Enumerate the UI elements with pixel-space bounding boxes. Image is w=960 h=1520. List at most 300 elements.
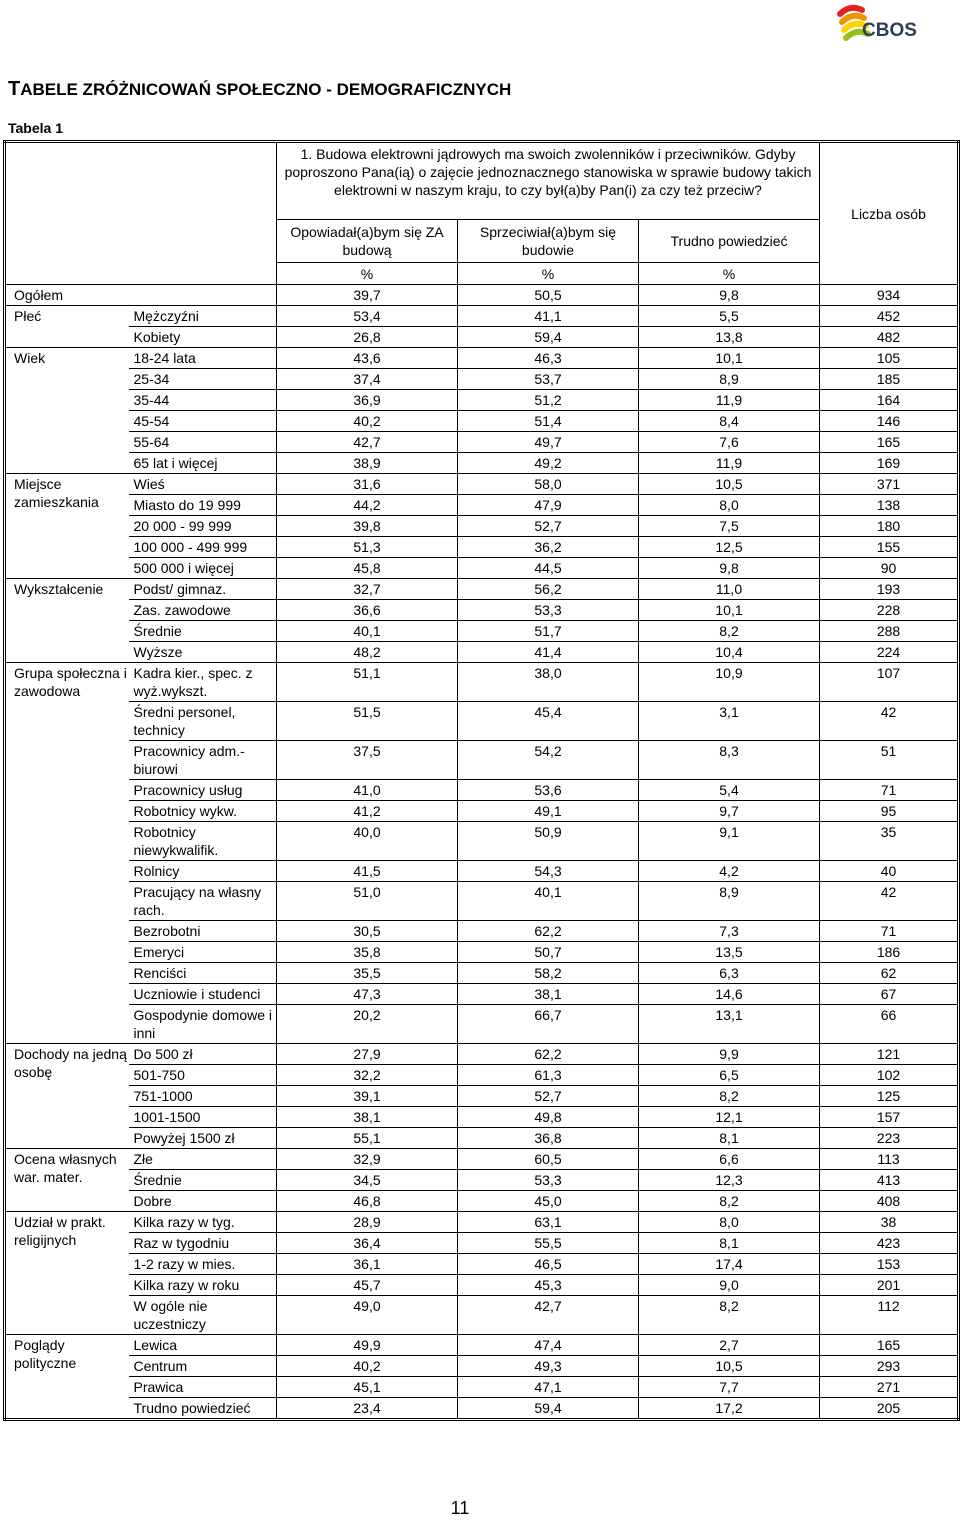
percent-cell: 51,3 (277, 537, 458, 558)
percent-cell: 8,3 (639, 741, 820, 780)
percent-cell: 39,1 (277, 1086, 458, 1107)
header-pct: % (639, 263, 820, 285)
subgroup-label: Złe (129, 1149, 277, 1170)
count-cell: 223 (820, 1128, 959, 1149)
count-cell: 67 (820, 984, 959, 1005)
percent-cell: 9,0 (639, 1275, 820, 1296)
percent-cell: 31,6 (277, 474, 458, 495)
count-cell: 452 (820, 306, 959, 327)
percent-cell: 49,8 (458, 1107, 639, 1128)
count-cell: 408 (820, 1191, 959, 1212)
group-label: Ogółem (5, 285, 129, 306)
percent-cell: 45,1 (277, 1377, 458, 1398)
count-cell: 107 (820, 663, 959, 702)
percent-cell: 40,0 (277, 822, 458, 861)
percent-cell: 10,5 (639, 474, 820, 495)
percent-cell: 38,1 (277, 1107, 458, 1128)
percent-cell: 55,5 (458, 1233, 639, 1254)
subgroup-label: Emeryci (129, 942, 277, 963)
count-cell: 185 (820, 369, 959, 390)
percent-cell: 36,4 (277, 1233, 458, 1254)
count-cell: 105 (820, 348, 959, 369)
percent-cell: 8,2 (639, 1086, 820, 1107)
percent-cell: 53,3 (458, 1170, 639, 1191)
header-col-dontknow: Trudno powiedzieć (639, 220, 820, 263)
percent-cell: 46,3 (458, 348, 639, 369)
table-row (5, 1377, 959, 1398)
subgroup-label: Dobre (129, 1191, 277, 1212)
table-row (5, 369, 959, 390)
subgroup-label: 35-44 (129, 390, 277, 411)
subgroup-label: Średni personel, technicy (129, 702, 277, 741)
percent-cell: 28,9 (277, 1212, 458, 1233)
percent-cell: 11,9 (639, 453, 820, 474)
percent-cell: 39,7 (277, 285, 458, 306)
subgroup-label: Wyższe (129, 642, 277, 663)
table-row (5, 348, 959, 369)
count-cell: 62 (820, 963, 959, 984)
percent-cell: 61,3 (458, 1065, 639, 1086)
cbos-logo (836, 4, 920, 44)
subgroup-label (129, 285, 277, 306)
percent-cell: 58,2 (458, 963, 639, 984)
percent-cell: 10,1 (639, 600, 820, 621)
percent-cell: 34,5 (277, 1170, 458, 1191)
percent-cell: 47,9 (458, 495, 639, 516)
table-row (5, 861, 959, 882)
table-row (5, 306, 959, 327)
subgroup-label: Zas. zawodowe (129, 600, 277, 621)
header-blank (5, 142, 277, 285)
percent-cell: 53,6 (458, 780, 639, 801)
percent-cell: 13,1 (639, 1005, 820, 1044)
subgroup-label: 500 000 i więcej (129, 558, 277, 579)
group-label: Ocena własnych war. mater. (5, 1149, 129, 1212)
count-cell: 413 (820, 1170, 959, 1191)
count-cell: 164 (820, 390, 959, 411)
header-pct: % (277, 263, 458, 285)
percent-cell: 10,4 (639, 642, 820, 663)
count-cell: 155 (820, 537, 959, 558)
table-row (5, 1107, 959, 1128)
subgroup-label: Pracownicy usług (129, 780, 277, 801)
percent-cell: 36,9 (277, 390, 458, 411)
table-row (5, 1065, 959, 1086)
percent-cell: 6,5 (639, 1065, 820, 1086)
page-number: 11 (450, 1498, 470, 1518)
percent-cell: 51,0 (277, 882, 458, 921)
percent-cell: 44,5 (458, 558, 639, 579)
percent-cell: 58,0 (458, 474, 639, 495)
percent-cell: 54,3 (458, 861, 639, 882)
subgroup-label: Renciści (129, 963, 277, 984)
count-cell: 38 (820, 1212, 959, 1233)
count-cell: 121 (820, 1044, 959, 1065)
table-row (5, 516, 959, 537)
count-cell: 165 (820, 1335, 959, 1356)
subgroup-label: Lewica (129, 1335, 277, 1356)
table-row (5, 1044, 959, 1065)
percent-cell: 41,4 (458, 642, 639, 663)
percent-cell: 56,2 (458, 579, 639, 600)
subgroup-label: Raz w tygodniu (129, 1233, 277, 1254)
subgroup-label: Mężczyźni (129, 306, 277, 327)
subgroup-label: 751-1000 (129, 1086, 277, 1107)
count-cell: 423 (820, 1233, 959, 1254)
subgroup-label: 25-34 (129, 369, 277, 390)
percent-cell: 53,3 (458, 600, 639, 621)
table-row (5, 1254, 959, 1275)
count-cell: 40 (820, 861, 959, 882)
percent-cell: 38,9 (277, 453, 458, 474)
count-cell: 71 (820, 780, 959, 801)
table-row (5, 579, 959, 600)
table-row (5, 558, 959, 579)
percent-cell: 47,4 (458, 1335, 639, 1356)
percent-cell: 39,8 (277, 516, 458, 537)
count-cell: 138 (820, 495, 959, 516)
percent-cell: 59,4 (458, 327, 639, 348)
group-label: Grupa społeczna i zawodowa (5, 663, 129, 1044)
percent-cell: 8,0 (639, 495, 820, 516)
percent-cell: 36,8 (458, 1128, 639, 1149)
percent-cell: 7,5 (639, 516, 820, 537)
percent-cell: 50,9 (458, 822, 639, 861)
subgroup-label: Kilka razy w roku (129, 1275, 277, 1296)
count-cell: 288 (820, 621, 959, 642)
percent-cell: 38,1 (458, 984, 639, 1005)
table-row (5, 1086, 959, 1107)
percent-cell: 44,2 (277, 495, 458, 516)
subgroup-label: Kobiety (129, 327, 277, 348)
percent-cell: 7,6 (639, 432, 820, 453)
count-cell: 169 (820, 453, 959, 474)
subgroup-label: Prawica (129, 1377, 277, 1398)
subgroup-label: Powyżej 1500 zł (129, 1128, 277, 1149)
subgroup-label: Średnie (129, 621, 277, 642)
table-row (5, 984, 959, 1005)
table-row (5, 780, 959, 801)
percent-cell: 10,1 (639, 348, 820, 369)
table-row (5, 1398, 959, 1420)
percent-cell: 40,1 (277, 621, 458, 642)
table-row (5, 1212, 959, 1233)
table-row (5, 1296, 959, 1335)
header-col-against: Sprzeciwiał(a)bym się budowie (458, 220, 639, 263)
percent-cell: 45,7 (277, 1275, 458, 1296)
table-row (5, 1275, 959, 1296)
percent-cell: 36,1 (277, 1254, 458, 1275)
group-label: Miejsce zamieszkania (5, 474, 129, 579)
percent-cell: 6,3 (639, 963, 820, 984)
count-cell: 224 (820, 642, 959, 663)
percent-cell: 37,5 (277, 741, 458, 780)
percent-cell: 6,6 (639, 1149, 820, 1170)
percent-cell: 3,1 (639, 702, 820, 741)
subgroup-label: Bezrobotni (129, 921, 277, 942)
table-row (5, 453, 959, 474)
subgroup-label: Rolnicy (129, 861, 277, 882)
percent-cell: 7,3 (639, 921, 820, 942)
table-label: Tabela 1 (8, 120, 63, 136)
count-cell: 153 (820, 1254, 959, 1275)
percent-cell: 9,8 (639, 285, 820, 306)
percent-cell: 46,5 (458, 1254, 639, 1275)
percent-cell: 10,9 (639, 663, 820, 702)
group-label: Poglądy polityczne (5, 1335, 129, 1420)
percent-cell: 45,3 (458, 1275, 639, 1296)
count-cell: 186 (820, 942, 959, 963)
percent-cell: 8,2 (639, 621, 820, 642)
header-col-for: Opowiadał(a)bym się ZA budową (277, 220, 458, 263)
percent-cell: 8,0 (639, 1212, 820, 1233)
table-row (5, 1128, 959, 1149)
percent-cell: 2,7 (639, 1335, 820, 1356)
table-row (5, 495, 959, 516)
percent-cell: 41,0 (277, 780, 458, 801)
percent-cell: 8,2 (639, 1296, 820, 1335)
percent-cell: 42,7 (458, 1296, 639, 1335)
logo-text: CBOS (862, 20, 917, 41)
table-row (5, 537, 959, 558)
group-label: Dochody na jedną osobę (5, 1044, 129, 1149)
percent-cell: 47,1 (458, 1377, 639, 1398)
count-cell: 371 (820, 474, 959, 495)
percent-cell: 50,7 (458, 942, 639, 963)
percent-cell: 49,9 (277, 1335, 458, 1356)
percent-cell: 53,7 (458, 369, 639, 390)
subgroup-label: 501-750 (129, 1065, 277, 1086)
percent-cell: 7,7 (639, 1377, 820, 1398)
subgroup-label: Robotnicy wykw. (129, 801, 277, 822)
count-cell: 293 (820, 1356, 959, 1377)
percent-cell: 49,3 (458, 1356, 639, 1377)
percent-cell: 51,1 (277, 663, 458, 702)
percent-cell: 36,6 (277, 600, 458, 621)
percent-cell: 51,4 (458, 411, 639, 432)
data-table (3, 140, 960, 1421)
subgroup-label: Pracujący na własny rach. (129, 882, 277, 921)
group-label: Płeć (5, 306, 129, 348)
percent-cell: 13,8 (639, 327, 820, 348)
percent-cell: 66,7 (458, 1005, 639, 1044)
table-row (5, 1335, 959, 1356)
page-title: TABELE ZRÓŻNICOWAŃ SPOŁECZNO - DEMOGRAFICZNYCH (8, 78, 512, 100)
percent-cell: 38,0 (458, 663, 639, 702)
subgroup-label: Do 500 zł (129, 1044, 277, 1065)
percent-cell: 8,2 (639, 1191, 820, 1212)
table-row (5, 411, 959, 432)
percent-cell: 8,1 (639, 1233, 820, 1254)
table-row (5, 702, 959, 741)
percent-cell: 63,1 (458, 1212, 639, 1233)
percent-cell: 9,1 (639, 822, 820, 861)
table-row (5, 822, 959, 861)
percent-cell: 62,2 (458, 921, 639, 942)
count-cell: 66 (820, 1005, 959, 1044)
percent-cell: 32,2 (277, 1065, 458, 1086)
table-row (5, 921, 959, 942)
percent-cell: 51,2 (458, 390, 639, 411)
table-row (5, 1233, 959, 1254)
subgroup-label: Robotnicy niewykwalifik. (129, 822, 277, 861)
percent-cell: 4,2 (639, 861, 820, 882)
percent-cell: 45,0 (458, 1191, 639, 1212)
header-pct: % (458, 263, 639, 285)
percent-cell: 52,7 (458, 1086, 639, 1107)
subgroup-label: 45-54 (129, 411, 277, 432)
percent-cell: 13,5 (639, 942, 820, 963)
subgroup-label: 65 lat i więcej (129, 453, 277, 474)
count-cell: 271 (820, 1377, 959, 1398)
table-row (5, 663, 959, 702)
table-row (5, 600, 959, 621)
header-count: Liczba osób (820, 142, 959, 285)
subgroup-label: 20 000 - 99 999 (129, 516, 277, 537)
table-row (5, 474, 959, 495)
percent-cell: 10,5 (639, 1356, 820, 1377)
percent-cell: 49,2 (458, 453, 639, 474)
percent-cell: 60,5 (458, 1149, 639, 1170)
subgroup-label: W ogóle nie uczestniczy (129, 1296, 277, 1335)
percent-cell: 41,1 (458, 306, 639, 327)
subgroup-label: Centrum (129, 1356, 277, 1377)
percent-cell: 8,1 (639, 1128, 820, 1149)
percent-cell: 59,4 (458, 1398, 639, 1420)
percent-cell: 26,8 (277, 327, 458, 348)
percent-cell: 49,0 (277, 1296, 458, 1335)
group-label: Udział w prakt. religijnych (5, 1212, 129, 1335)
table-row (5, 963, 959, 984)
percent-cell: 41,5 (277, 861, 458, 882)
table-row (5, 1170, 959, 1191)
percent-cell: 5,4 (639, 780, 820, 801)
percent-cell: 51,7 (458, 621, 639, 642)
subgroup-label: 1-2 razy w mies. (129, 1254, 277, 1275)
subgroup-label: Gospodynie domowe i inni (129, 1005, 277, 1044)
percent-cell: 49,1 (458, 801, 639, 822)
percent-cell: 46,8 (277, 1191, 458, 1212)
subgroup-label: Podst/ gimnaz. (129, 579, 277, 600)
percent-cell: 27,9 (277, 1044, 458, 1065)
percent-cell: 11,9 (639, 390, 820, 411)
percent-cell: 9,8 (639, 558, 820, 579)
percent-cell: 42,7 (277, 432, 458, 453)
percent-cell: 12,3 (639, 1170, 820, 1191)
percent-cell: 45,4 (458, 702, 639, 741)
percent-cell: 52,7 (458, 516, 639, 537)
count-cell: 71 (820, 921, 959, 942)
table-row (5, 1005, 959, 1044)
group-label: Wykształcenie (5, 579, 129, 663)
percent-cell: 48,2 (277, 642, 458, 663)
percent-cell: 30,5 (277, 921, 458, 942)
percent-cell: 8,9 (639, 882, 820, 921)
table-row (5, 882, 959, 921)
count-cell: 42 (820, 882, 959, 921)
percent-cell: 12,1 (639, 1107, 820, 1128)
percent-cell: 35,8 (277, 942, 458, 963)
count-cell: 205 (820, 1398, 959, 1420)
subgroup-label: Średnie (129, 1170, 277, 1191)
count-cell: 42 (820, 702, 959, 741)
percent-cell: 12,5 (639, 537, 820, 558)
count-cell: 113 (820, 1149, 959, 1170)
subgroup-label: Kilka razy w tyg. (129, 1212, 277, 1233)
table-row (5, 741, 959, 780)
percent-cell: 51,5 (277, 702, 458, 741)
subgroup-label: Trudno powiedzieć (129, 1398, 277, 1420)
percent-cell: 37,4 (277, 369, 458, 390)
percent-cell: 47,3 (277, 984, 458, 1005)
subgroup-label: 18-24 lata (129, 348, 277, 369)
subgroup-label: Wieś (129, 474, 277, 495)
percent-cell: 8,4 (639, 411, 820, 432)
count-cell: 165 (820, 432, 959, 453)
percent-cell: 40,2 (277, 411, 458, 432)
count-cell: 193 (820, 579, 959, 600)
count-cell: 35 (820, 822, 959, 861)
percent-cell: 50,5 (458, 285, 639, 306)
percent-cell: 41,2 (277, 801, 458, 822)
subgroup-label: Uczniowie i studenci (129, 984, 277, 1005)
percent-cell: 43,6 (277, 348, 458, 369)
table-row (5, 801, 959, 822)
count-cell: 934 (820, 285, 959, 306)
percent-cell: 11,0 (639, 579, 820, 600)
count-cell: 102 (820, 1065, 959, 1086)
percent-cell: 8,9 (639, 369, 820, 390)
percent-cell: 9,9 (639, 1044, 820, 1065)
percent-cell: 54,2 (458, 741, 639, 780)
table-row (5, 1191, 959, 1212)
subgroup-label: Kadra kier., spec. z wyż.wykszt. (129, 663, 277, 702)
subgroup-label: Miasto do 19 999 (129, 495, 277, 516)
subgroup-label: 1001-1500 (129, 1107, 277, 1128)
table-row (5, 285, 959, 306)
percent-cell: 5,5 (639, 306, 820, 327)
percent-cell: 23,4 (277, 1398, 458, 1420)
count-cell: 228 (820, 600, 959, 621)
count-cell: 112 (820, 1296, 959, 1335)
count-cell: 125 (820, 1086, 959, 1107)
table-row (5, 432, 959, 453)
percent-cell: 49,7 (458, 432, 639, 453)
percent-cell: 40,2 (277, 1356, 458, 1377)
subgroup-label: 55-64 (129, 432, 277, 453)
table-row (5, 621, 959, 642)
question-text: 1. Budowa elektrowni jądrowych ma swoich zwolenników i przeciwników. Gdyby poproszono Pana(ią) o zajęcie jednoznacznego stanowiska w sprawie budowy takich elektrowni w naszym kraju, to czy był(a)by Pan(i) za czy też przeciw? (277, 142, 820, 220)
table-row (5, 942, 959, 963)
table-row (5, 1356, 959, 1377)
percent-cell: 20,2 (277, 1005, 458, 1044)
percent-cell: 14,6 (639, 984, 820, 1005)
percent-cell: 17,4 (639, 1254, 820, 1275)
count-cell: 146 (820, 411, 959, 432)
count-cell: 201 (820, 1275, 959, 1296)
table-row (5, 1149, 959, 1170)
subgroup-label: Pracownicy adm.-biurowi (129, 741, 277, 780)
percent-cell: 17,2 (639, 1398, 820, 1420)
percent-cell: 62,2 (458, 1044, 639, 1065)
count-cell: 90 (820, 558, 959, 579)
count-cell: 180 (820, 516, 959, 537)
table-row (5, 390, 959, 411)
count-cell: 482 (820, 327, 959, 348)
group-label: Wiek (5, 348, 129, 474)
count-cell: 51 (820, 741, 959, 780)
percent-cell: 45,8 (277, 558, 458, 579)
